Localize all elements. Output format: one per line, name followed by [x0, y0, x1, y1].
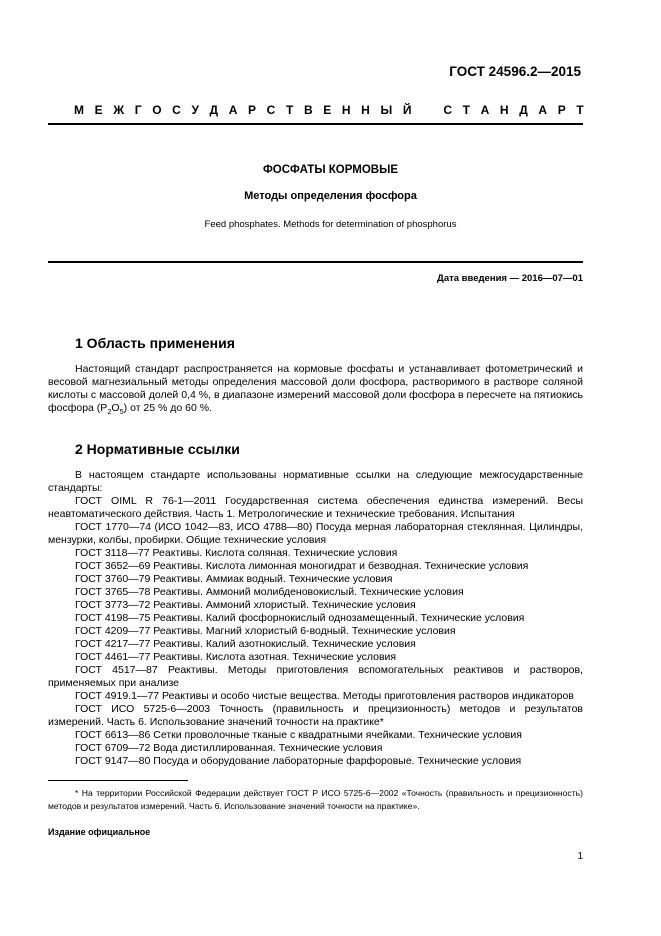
section-1-body [48, 363, 583, 415]
banner-letter: Н [361, 103, 370, 117]
reference-item: ГОСТ 4919.1—77 Реактивы и особо чистые вещества. Методы приготовления растворов индикаторов [75, 690, 574, 702]
banner-letter: Н [341, 103, 351, 117]
reference-item: ГОСТ 6613—86 Сетки проволочные тканые с квадратными ячейками. Технические условия [75, 729, 522, 741]
reference-item: ГОСТ 3760—79 Реактивы. Аммиак водный. Технические условия [75, 573, 393, 585]
reference-item: ГОСТ OIML R 76-1—2011 Государственная система обеспечения единства измерений. Весы неавтоматического действия. Часть 1. Метрологические и технические требования. Испытания [48, 495, 583, 520]
banner-letter: Д [519, 103, 528, 117]
banner-letter: А [228, 103, 238, 117]
reference-item: ГОСТ 1770—74 (ИСО 1042—83, ИСО 4788—80) Посуда мерная лабораторная стеклянная. Цилиндры, мензурки, колбы, пробирки. Общие технические условия [48, 521, 583, 546]
banner-letter: В [303, 103, 313, 117]
interstate-standard-banner [74, 103, 584, 117]
banner-letter: Р [557, 103, 566, 117]
document-code: ГОСТ 24596.2—2015 [449, 64, 581, 79]
reference-item: ГОСТ 4517—87 Реактивы. Методы приготовления вспомогательных реактивов и растворов, применяемых при анализе [48, 664, 583, 689]
banner-letter: С [443, 103, 453, 117]
document-title: ФОСФАТЫ КОРМОВЫЕ [262, 164, 399, 176]
banner-letter: Г [134, 103, 142, 117]
normative-references-list [48, 469, 583, 768]
banner-letter: У [191, 103, 199, 117]
reference-item: ГОСТ ИСО 5725-6—2003 Точность (правильность и прецизионность) методов и результатов измерений. Часть 6. Использование значений точности на практике* [48, 703, 583, 728]
english-title: Feed phosphates. Methods for determination of phosphorus [204, 219, 457, 230]
reference-item: ГОСТ 6709—72 Вода дистиллированная. Технические условия [75, 742, 383, 754]
banner-letter: Т [576, 103, 584, 117]
section-1-heading: 1 Область применения [75, 335, 235, 351]
banner-letter: О [152, 103, 162, 117]
reference-item: ГОСТ 3118—77 Реактивы. Кислота соляная. Технические условия [75, 547, 398, 559]
title-divider [48, 261, 583, 263]
banner-letter: Т [462, 103, 470, 117]
reference-item: ГОСТ 9147—80 Посуда и оборудование лабораторные фарфоровые. Технические условия [75, 755, 522, 767]
edition-label: Издание официальное [48, 827, 151, 837]
banner-letter: С [266, 103, 276, 117]
banner-letter: А [480, 103, 490, 117]
banner-letter: Т [285, 103, 294, 117]
reference-item: ГОСТ 4461—77 Реактивы. Кислота азотная. Технические условия [75, 651, 397, 663]
page-number: 1 [577, 851, 583, 862]
scope-paragraph: Настоящий стандарт распространяется на кормовые фосфаты и устанавливает фотометрический и весовой магнезиальный методы определения массовой доли фосфора, растворимого в растворе соляной кислоты с массовой долей 0,4 %, в диапазоне измерений массовой доли фосфора в пересчете на пятиокись фосфора $(P_2O_5)$ от 25 % до 60 %. [48, 363, 583, 417]
reference-item: ГОСТ 3652—69 Реактивы. Кислота лимонная моногидрат и безводная. Технические условия [75, 560, 529, 572]
reference-item: ГОСТ 3765—78 Реактивы. Аммоний молибденовокислый. Технические условия [75, 586, 464, 598]
references-intro: В настоящем стандарте использованы нормативные ссылки на следующие межгосударственные стандарты: [48, 469, 583, 494]
banner-letter: Й [402, 103, 412, 117]
introduction-date: Дата введения — 2016—07—01 [437, 273, 583, 284]
footnote-divider [48, 780, 188, 781]
banner-letter: Е [94, 103, 103, 117]
reference-item: ГОСТ 3773—72 Реактивы. Аммоний хлористый. Технические условия [75, 599, 416, 611]
banner-letter: Р [248, 103, 257, 117]
banner-letter: Ж [113, 103, 125, 117]
header-divider [48, 123, 583, 125]
banner-letter: Е [323, 103, 332, 117]
banner-letter: А [538, 103, 548, 117]
banner-letter: Н [499, 103, 509, 117]
banner-letter: Д [209, 103, 219, 117]
footnote: * На территории Российской Федерации действует ГОСТ Р ИСО 5725-6—2002 «Точность (правильность и прецизионность) методов и результатов измерений. Часть 6. Использование значений точности на практике». [48, 788, 583, 811]
section-2-heading: 2 Нормативные ссылки [75, 441, 240, 457]
banner-letter: С [172, 103, 181, 117]
reference-item: ГОСТ 4217—77 Реактивы. Калий азотнокислый. Технические условия [75, 638, 416, 650]
banner-letter: Ы [380, 103, 393, 117]
document-subtitle: Методы определения фосфора [244, 190, 417, 202]
reference-item: ГОСТ 4198—75 Реактивы. Калий фосфорнокислый однозамещенный. Технические условия [75, 612, 525, 624]
banner-letter: М [74, 103, 84, 117]
reference-item: ГОСТ 4209—77 Реактивы. Магний хлористый 6-водный. Технические условия [75, 625, 456, 637]
